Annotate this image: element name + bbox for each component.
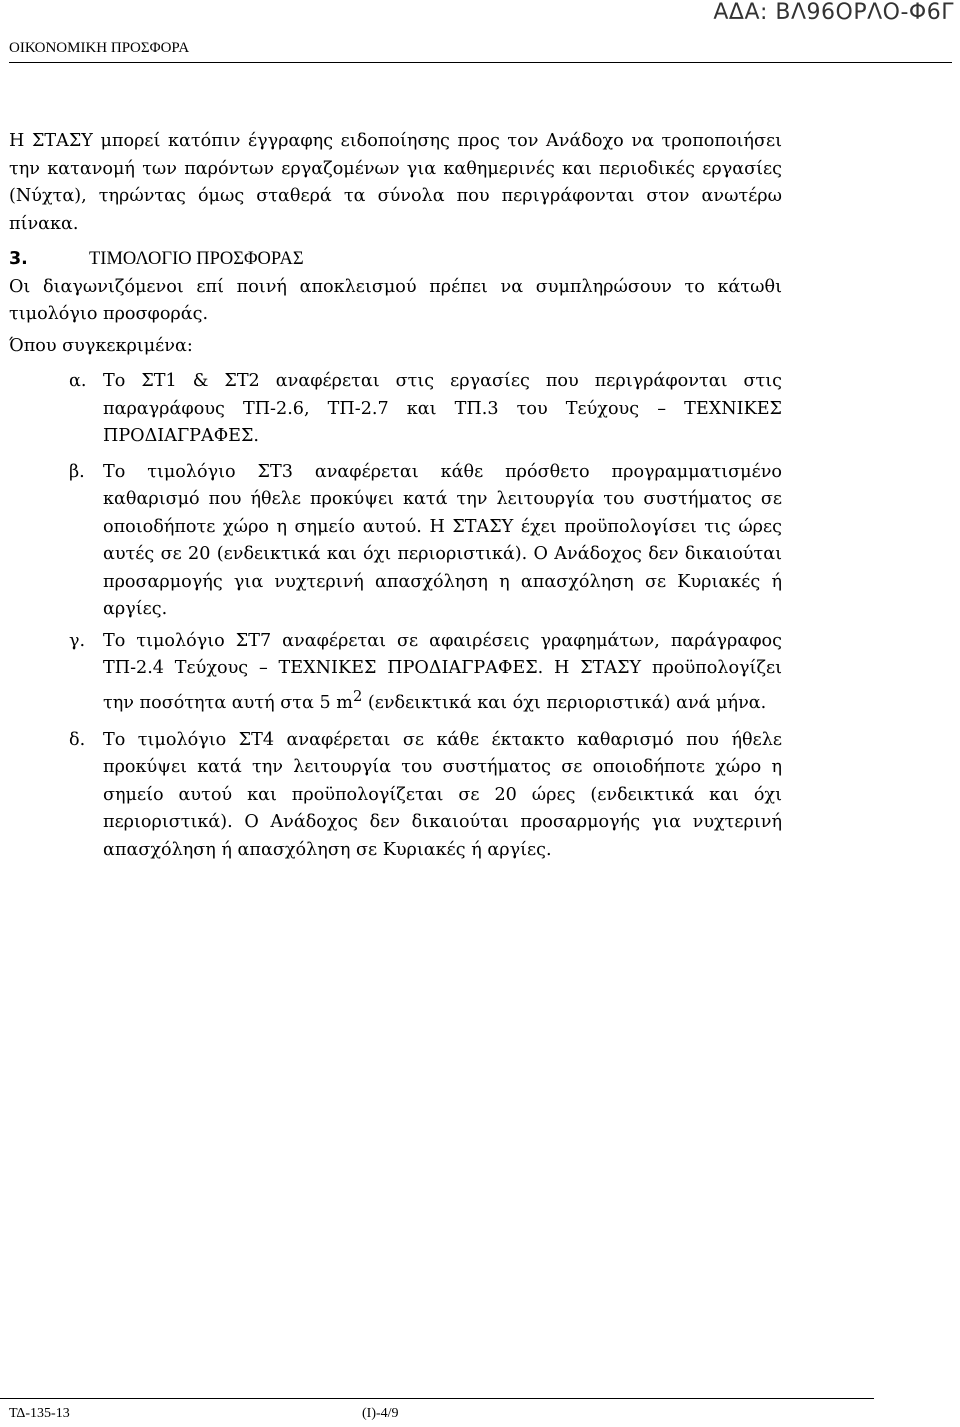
list-item-c [9, 628, 782, 717]
footer-doc-code: ΤΔ-135-13 [9, 1406, 70, 1421]
footer-page-number: (Ι)-4/9 [362, 1406, 399, 1421]
item-text: Το ΣΤ1 & ΣΤ2 αναφέρεται στις εργασίες που περιγράφονται στις παραγράφους ΤΠ-2.6, ΤΠ-2.7 και ΤΠ.3 του Τεύχους – ΤΕΧΝΙΚΕΣ ΠΡΟΔΙΑΓΡΑΦΕΣ. [103, 371, 782, 446]
item-label: δ. [69, 729, 86, 750]
item-text-part: Το τιμολόγιο ΣΤ7 αναφέρεται σε αφαιρέσεις γραφημάτων, παράγραφος ΤΠ-2.4 Τεύχους – ΤΕΧΝΙΚΕΣ ΠΡΟΔΙΑΓΡΑΦΕΣ. Η ΣΤΑΣΥ προϋπολογίζει την ποσότητα αυτή στα 5 m [103, 630, 782, 713]
document-body [9, 128, 782, 872]
where-label: Όπου συγκεκριμένα: [9, 335, 193, 356]
section-heading [9, 246, 782, 274]
item-text-part: (ενδεικτικά και όχι περιοριστικά) ανά μήνα. [362, 692, 767, 713]
list-item-b [9, 459, 782, 624]
ada-code: ΑΔΑ: ΒΛ96ΟΡΛΟ-Φ6Γ [713, 0, 954, 25]
list-item-a [9, 368, 782, 451]
item-label: γ. [69, 630, 86, 651]
section-title: ΤΙΜΟΛΟΓΙΟ ΠΡΟΣΦΟΡΑΣ [89, 249, 304, 269]
section-paragraph: Οι διαγωνιζόμενοι επί ποινή αποκλεισμού πρέπει να συμπληρώσουν το κάτωθι τιμολόγιο προσφοράς. [9, 276, 782, 324]
item-text: Το τιμολόγιο ΣΤ4 αναφέρεται σε κάθε έκτακτο καθαρισμό που ήθελε προκύψει κατά την λειτουργία του συστήματος σε οποιοδήποτε χώρο η σημείο αυτού και προϋπολογίζεται σε 20 ώρες (ενδεικτικά και όχι περιοριστικά). Ο Ανάδοχος δεν δικαιούται προσαρμογής για νυχτερινή απασχόληση ή απασχόληση σε Κυριακές ή αργίες. [103, 729, 782, 860]
footer-rule [0, 1398, 874, 1399]
superscript: 2 [352, 687, 363, 705]
running-header: ΟΙΚΟΝΟΜΙΚΗ ΠΡΟΣΦΟΡΑ [9, 40, 190, 56]
section-number: 3. [9, 249, 28, 269]
item-text: Το τιμολόγιο ΣΤ3 αναφέρεται κάθε πρόσθετο προγραμματισμένο καθαρισμό που ήθελε προκύψει κατά την λειτουργία του συστήματος σε οποιοδήποτε χώρο η σημείο αυτού. Η ΣΤΑΣΥ έχει προϋπολογίσει τις ώρες αυτές σε 20 (ενδεικτικά και όχι περιοριστικά). Ο Ανάδοχος δεν δικαιούται προσαρμογής για νυχτερινή απασχόληση η απασχόληση σε Κυριακές ή αργίες. [103, 461, 782, 619]
item-list [9, 368, 782, 864]
item-label: α. [69, 371, 87, 391]
intro-paragraph: Η ΣΤΑΣΥ μπορεί κατόπιν έγγραφης ειδοποίησης προς τον Ανάδοχο να τροποποιήσει την κατανομή των παρόντων εργαζομένων για καθημερινές και περιοδικές εργασίες (Νύχτα), τηρώντας όμως σταθερά τα σύνολα που περιγράφονται στον ανωτέρω πίνακα. [9, 131, 782, 234]
list-item-d [9, 727, 782, 865]
header-rule [9, 62, 952, 63]
item-text [103, 628, 782, 717]
item-label: β. [69, 461, 85, 482]
